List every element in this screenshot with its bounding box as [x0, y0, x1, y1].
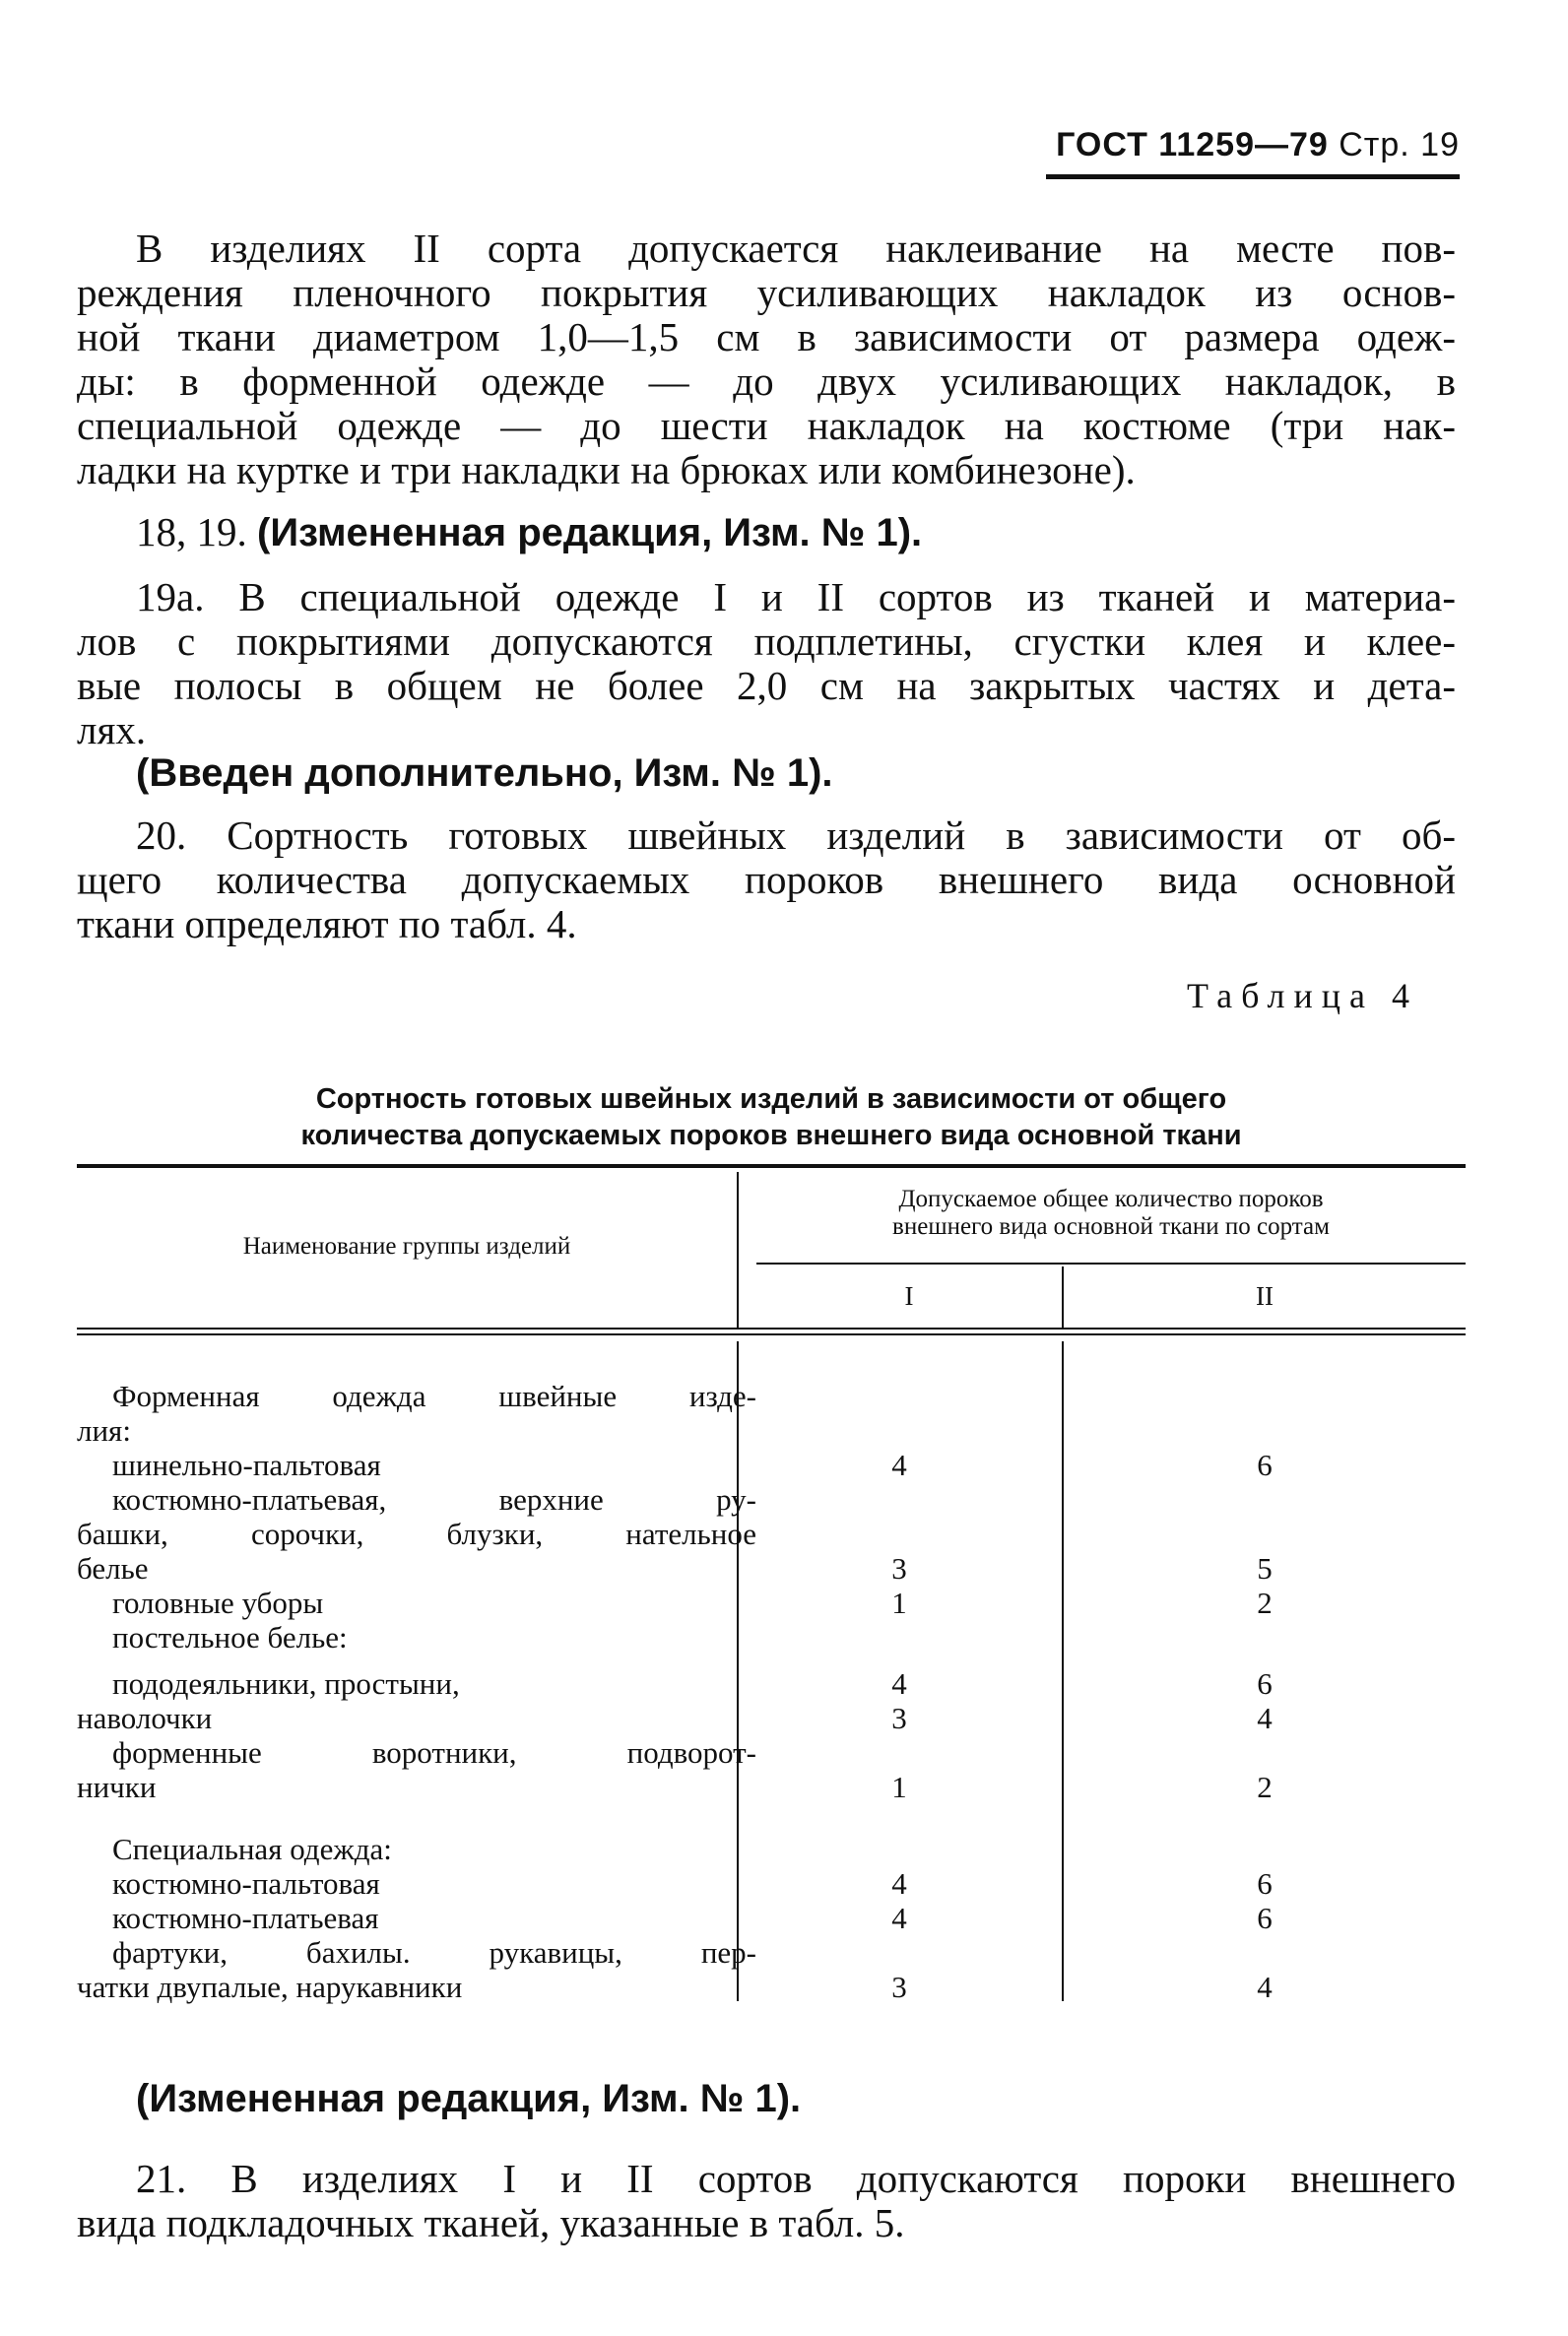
grade-1-header: I	[904, 1281, 914, 1311]
grade-2-value: 5	[1257, 1551, 1273, 1586]
text-line: ной ткани диаметром 1,0—1,5 см в зависимости от размера одеж-	[77, 314, 1456, 359]
table-top-rule	[77, 1164, 1466, 1168]
table-row	[77, 1701, 756, 1735]
table-row	[77, 1901, 756, 1935]
paragraph-21	[77, 2157, 1456, 2245]
grade-1-value: 3	[891, 1970, 907, 2004]
grade-2-value: 2	[1257, 1586, 1273, 1620]
header-rule-double-1	[77, 1328, 1466, 1330]
grade-1-value: 4	[891, 1448, 907, 1482]
standard-number: ГОСТ 11259—79	[1056, 126, 1329, 163]
text-line: реждения пленочного покрытия усиливающих накладок из основ-	[77, 270, 1456, 315]
row-text: пододеяльники, простыни,	[112, 1666, 460, 1701]
group-header-line: Допускаемое общее количество пороков	[898, 1186, 1324, 1212]
col-group-header	[756, 1186, 1466, 1241]
table-caption	[77, 1081, 1466, 1154]
grade-2-header: II	[1256, 1281, 1274, 1311]
note-prefix: 18, 19.	[136, 509, 257, 554]
header-rule	[1046, 174, 1460, 179]
caption-line: количества допускаемых пороков внешнего вида основной ткани	[300, 1120, 1242, 1151]
grade-1-value: 1	[891, 1770, 907, 1804]
table-row	[77, 1935, 756, 2004]
amendment-note-table	[136, 2076, 1515, 2121]
row-text: костюмно-платьевая, верхние ру-	[112, 1482, 756, 1517]
table-row	[77, 1666, 756, 1701]
caption-line: Сортность готовых швейных изделий в зависимости от общего	[315, 1083, 1227, 1115]
text-line: 19а. В специальной одежде I и II сортов из тканей и материа-	[136, 574, 1457, 619]
grade-1-value: 1	[891, 1586, 907, 1620]
row-uniform-header	[77, 1379, 756, 1448]
row-text: Форменная одежда швейные изде-	[112, 1379, 756, 1413]
row-text: наволочки	[77, 1701, 213, 1735]
header-text	[1046, 126, 1460, 164]
grade-2-value: 6	[1257, 1448, 1273, 1482]
paragraph-20	[77, 813, 1456, 946]
group-header-line: внешнего вида основной ткани по сортам	[892, 1213, 1330, 1240]
row-text: чатки двупалые, нарукавники	[77, 1970, 463, 2004]
table-row	[77, 1448, 756, 1482]
table-label: Таблица 4	[1187, 976, 1418, 1015]
header-divider	[737, 1172, 739, 1330]
text-line: ды: в форменной одежде — до двух усиливающих накладок, в	[77, 358, 1456, 404]
row-text: форменные воротники, подворот-	[112, 1735, 756, 1770]
grade-2-value: 2	[1257, 1770, 1273, 1804]
text-line: ладки на куртке и три накладки на брюках или комбинезоне).	[77, 447, 1136, 492]
row-text: шинельно-пальтовая	[112, 1448, 381, 1482]
col-name-header: Наименование группы изделий	[242, 1233, 571, 1260]
grade-1-value: 4	[891, 1866, 907, 1901]
note-text: (Измененная редакция, Изм. № 1).	[136, 2077, 802, 2120]
text-line: щего количества допускаемых пороков внешнего вида основной	[77, 857, 1456, 902]
row-text: лия:	[77, 1413, 131, 1448]
row-text: фартуки, бахилы. рукавицы, пер-	[112, 1935, 756, 1970]
row-text: костюмно-пальтовая	[112, 1866, 380, 1901]
grade-1-value: 4	[891, 1666, 907, 1701]
page-number: Стр. 19	[1339, 126, 1460, 163]
table-row	[77, 1586, 756, 1620]
text-line: специальной одежде — до шести накладок на костюме (три нак-	[77, 403, 1456, 448]
grade-2-value: 4	[1257, 1970, 1273, 2004]
table-row	[77, 1482, 756, 1586]
table-row	[77, 1735, 756, 1804]
text-line: лях.	[77, 707, 147, 752]
grade-2-value: 4	[1257, 1701, 1273, 1735]
text-line: ткани определяют по табл. 4.	[77, 901, 577, 946]
page-header	[1046, 126, 1460, 179]
grade-table	[77, 1164, 1466, 2021]
row-text: белье	[77, 1551, 149, 1586]
table-row	[77, 1866, 756, 1901]
grade-2-value: 6	[1257, 1866, 1273, 1901]
paragraph-grade2-patches	[77, 227, 1456, 492]
grade-2-value: 6	[1257, 1901, 1273, 1935]
row-text: костюмно-платьевая	[112, 1901, 379, 1935]
grade-1-value: 4	[891, 1901, 907, 1935]
amendment-note-19a	[77, 750, 1456, 796]
body-divider-2	[1062, 1341, 1064, 2001]
amendment-note-18-19	[77, 510, 1456, 555]
note-text: (Введен дополнительно, Изм. № 1).	[136, 751, 833, 795]
row-text: башки, сорочки, блузки, нательное	[77, 1517, 756, 1551]
group-header-rule	[756, 1263, 1466, 1265]
row-special-header	[77, 1832, 756, 1866]
row-text: Специальная одежда:	[112, 1832, 392, 1866]
text-line: лов с покрытиями допускаются подплетины, сгустки клея и клее-	[77, 618, 1456, 664]
text-line: вида подкладочных тканей, указанные в табл. 5.	[77, 2200, 905, 2245]
grade-1-value: 3	[891, 1551, 907, 1586]
text-line: вые полосы в общем не более 2,0 см на закрытых частях и дета-	[77, 663, 1456, 708]
note-text: (Измененная редакция, Изм. № 1).	[257, 511, 923, 554]
text-line: 21. В изделиях I и II сортов допускаются пороки внешнего	[136, 2156, 1456, 2201]
text-line: В изделиях II сорта допускается наклеивание на месте пов-	[136, 226, 1456, 271]
row-text: постельное белье:	[112, 1620, 348, 1655]
header-rule-double-2	[77, 1333, 1466, 1335]
row-text: нички	[77, 1770, 157, 1804]
table-row	[77, 1620, 756, 1655]
text-line: 20. Сортность готовых швейных изделий в зависимости от об-	[136, 812, 1456, 858]
grade-2-value: 6	[1257, 1666, 1273, 1701]
paragraph-19a	[77, 575, 1456, 752]
grade-1-value: 3	[891, 1701, 907, 1735]
row-text: головные уборы	[112, 1586, 324, 1620]
